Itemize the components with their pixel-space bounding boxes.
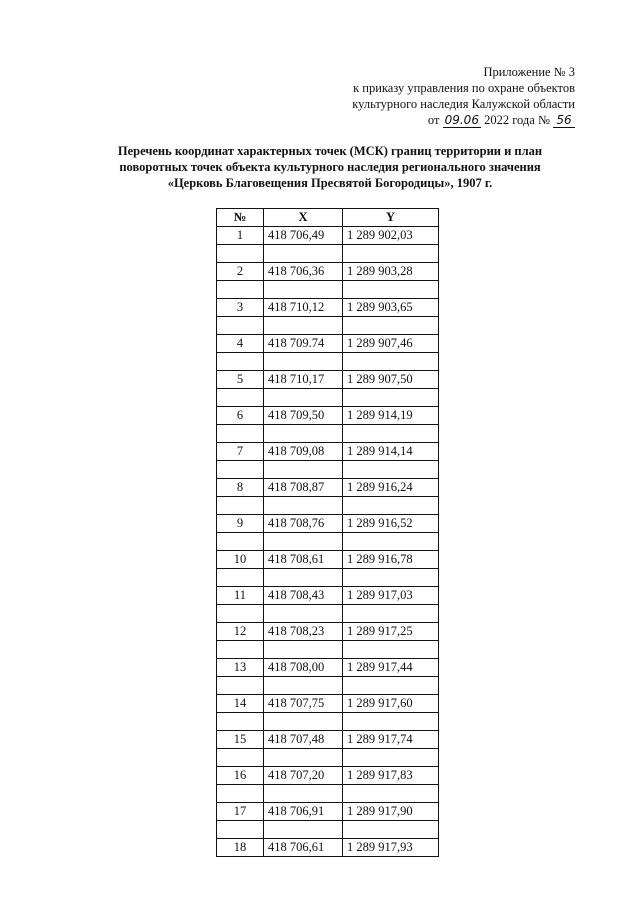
year-number-label: 2022 года № — [484, 113, 550, 127]
appendix-number: Приложение № 3 — [483, 65, 575, 79]
spacer-cell — [217, 569, 264, 587]
spacer-cell — [217, 533, 264, 551]
spacer-cell — [343, 497, 439, 515]
spacer-cell — [264, 425, 343, 443]
spacer-cell — [343, 641, 439, 659]
spacer-cell — [264, 533, 343, 551]
table-spacer-row — [217, 605, 439, 623]
table-row — [217, 587, 439, 605]
column-header-x: X — [264, 209, 343, 227]
table-spacer-row — [217, 749, 439, 767]
table-spacer-row — [217, 389, 439, 407]
spacer-cell — [264, 353, 343, 371]
cell-y: 1 289 916,52 — [343, 515, 439, 533]
table-row — [217, 839, 439, 857]
cell-y: 1 289 917,03 — [343, 587, 439, 605]
spacer-cell — [343, 677, 439, 695]
order-date-number — [352, 112, 575, 128]
table-row — [217, 803, 439, 821]
column-header-y: Y — [343, 209, 439, 227]
table-spacer-row — [217, 713, 439, 731]
spacer-cell — [343, 389, 439, 407]
title-line-3: «Церковь Благовещения Пресвятой Богородицы», 1907 г. — [167, 176, 493, 190]
table-spacer-row — [217, 245, 439, 263]
spacer-cell — [264, 497, 343, 515]
date-prefix: от — [427, 113, 440, 127]
spacer-cell — [217, 677, 264, 695]
table-spacer-row — [217, 497, 439, 515]
table-row — [217, 479, 439, 497]
spacer-cell — [264, 749, 343, 767]
cell-x: 418 710,17 — [264, 371, 343, 389]
spacer-cell — [217, 641, 264, 659]
spacer-cell — [217, 245, 264, 263]
spacer-cell — [264, 677, 343, 695]
cell-point-number: 9 — [217, 515, 264, 533]
cell-x: 418 708,23 — [264, 623, 343, 641]
spacer-cell — [264, 641, 343, 659]
spacer-cell — [343, 425, 439, 443]
spacer-cell — [264, 281, 343, 299]
cell-y: 1 289 917,25 — [343, 623, 439, 641]
spacer-cell — [217, 713, 264, 731]
cell-x: 418 708,61 — [264, 551, 343, 569]
cell-y: 1 289 917,44 — [343, 659, 439, 677]
cell-point-number: 3 — [217, 299, 264, 317]
cell-x: 418 707,75 — [264, 695, 343, 713]
table-row — [217, 695, 439, 713]
cell-x: 418 708,76 — [264, 515, 343, 533]
spacer-cell — [217, 461, 264, 479]
cell-point-number: 2 — [217, 263, 264, 281]
table-spacer-row — [217, 425, 439, 443]
cell-x: 418 709,08 — [264, 443, 343, 461]
table-spacer-row — [217, 677, 439, 695]
cell-y: 1 289 914,14 — [343, 443, 439, 461]
cell-x: 418 706,61 — [264, 839, 343, 857]
coordinates-table — [216, 208, 439, 857]
table-body — [217, 227, 439, 857]
table-header-row — [217, 209, 439, 227]
cell-y: 1 289 902,03 — [343, 227, 439, 245]
table-spacer-row — [217, 461, 439, 479]
cell-x: 418 708,43 — [264, 587, 343, 605]
spacer-cell — [343, 749, 439, 767]
table-row — [217, 227, 439, 245]
cell-x: 418 708,87 — [264, 479, 343, 497]
cell-point-number: 5 — [217, 371, 264, 389]
spacer-cell — [217, 425, 264, 443]
table-spacer-row — [217, 317, 439, 335]
table-row — [217, 335, 439, 353]
order-reference: к приказу управления по охране объектов — [353, 81, 575, 95]
table-row — [217, 659, 439, 677]
spacer-cell — [264, 569, 343, 587]
spacer-cell — [264, 605, 343, 623]
spacer-cell — [343, 317, 439, 335]
spacer-cell — [217, 497, 264, 515]
cell-y: 1 289 907,50 — [343, 371, 439, 389]
table-spacer-row — [217, 569, 439, 587]
table-row — [217, 623, 439, 641]
table-row — [217, 299, 439, 317]
document-title — [60, 143, 600, 191]
title-line-2: поворотных точек объекта культурного наследия регионального значения — [119, 160, 541, 174]
spacer-cell — [217, 749, 264, 767]
table-spacer-row — [217, 281, 439, 299]
cell-y: 1 289 917,90 — [343, 803, 439, 821]
cell-y: 1 289 917,93 — [343, 839, 439, 857]
spacer-cell — [217, 821, 264, 839]
cell-x: 418 707,48 — [264, 731, 343, 749]
spacer-cell — [217, 785, 264, 803]
cell-point-number: 8 — [217, 479, 264, 497]
cell-x: 418 706,49 — [264, 227, 343, 245]
spacer-cell — [264, 317, 343, 335]
table-row — [217, 767, 439, 785]
handwritten-date: 09.06 — [444, 113, 479, 127]
spacer-cell — [217, 317, 264, 335]
cell-point-number: 10 — [217, 551, 264, 569]
cell-y: 1 289 916,24 — [343, 479, 439, 497]
cell-y: 1 289 907,46 — [343, 335, 439, 353]
spacer-cell — [343, 821, 439, 839]
cell-x: 418 709.74 — [264, 335, 343, 353]
spacer-cell — [343, 569, 439, 587]
table-row — [217, 551, 439, 569]
handwritten-order-number: 56 — [553, 114, 575, 128]
title-line-1: Перечень координат характерных точек (МСК) границ территории и план — [117, 144, 543, 158]
cell-point-number: 12 — [217, 623, 264, 641]
table-row — [217, 731, 439, 749]
spacer-cell — [264, 245, 343, 263]
appendix-header — [352, 64, 575, 128]
spacer-cell — [343, 605, 439, 623]
spacer-cell — [343, 713, 439, 731]
spacer-cell — [264, 713, 343, 731]
table-row — [217, 263, 439, 281]
cell-x: 418 710,12 — [264, 299, 343, 317]
spacer-cell — [217, 389, 264, 407]
cell-y: 1 289 903,28 — [343, 263, 439, 281]
table-row — [217, 407, 439, 425]
spacer-cell — [343, 245, 439, 263]
authority-name: культурного наследия Калужской области — [352, 97, 575, 111]
cell-point-number: 14 — [217, 695, 264, 713]
table-spacer-row — [217, 821, 439, 839]
cell-point-number: 13 — [217, 659, 264, 677]
cell-point-number: 17 — [217, 803, 264, 821]
cell-point-number: 7 — [217, 443, 264, 461]
table-spacer-row — [217, 641, 439, 659]
spacer-cell — [343, 353, 439, 371]
cell-x: 418 706,91 — [264, 803, 343, 821]
spacer-cell — [343, 281, 439, 299]
spacer-cell — [264, 389, 343, 407]
spacer-cell — [264, 461, 343, 479]
spacer-cell — [264, 821, 343, 839]
spacer-cell — [343, 461, 439, 479]
cell-point-number: 11 — [217, 587, 264, 605]
table-spacer-row — [217, 533, 439, 551]
spacer-cell — [343, 533, 439, 551]
cell-y: 1 289 916,78 — [343, 551, 439, 569]
table-spacer-row — [217, 785, 439, 803]
table-spacer-row — [217, 353, 439, 371]
table-row — [217, 443, 439, 461]
cell-x: 418 708,00 — [264, 659, 343, 677]
spacer-cell — [217, 605, 264, 623]
cell-x: 418 706,36 — [264, 263, 343, 281]
cell-point-number: 18 — [217, 839, 264, 857]
cell-y: 1 289 917,60 — [343, 695, 439, 713]
spacer-cell — [217, 353, 264, 371]
table-row — [217, 515, 439, 533]
table-row — [217, 371, 439, 389]
cell-point-number: 15 — [217, 731, 264, 749]
spacer-cell — [343, 785, 439, 803]
cell-y: 1 289 917,83 — [343, 767, 439, 785]
cell-y: 1 289 914,19 — [343, 407, 439, 425]
cell-y: 1 289 917,74 — [343, 731, 439, 749]
cell-x: 418 707,20 — [264, 767, 343, 785]
cell-x: 418 709,50 — [264, 407, 343, 425]
spacer-cell — [217, 281, 264, 299]
column-header-number: № — [217, 209, 264, 227]
cell-point-number: 16 — [217, 767, 264, 785]
cell-point-number: 1 — [217, 227, 264, 245]
cell-point-number: 6 — [217, 407, 264, 425]
spacer-cell — [264, 785, 343, 803]
cell-point-number: 4 — [217, 335, 264, 353]
cell-y: 1 289 903,65 — [343, 299, 439, 317]
